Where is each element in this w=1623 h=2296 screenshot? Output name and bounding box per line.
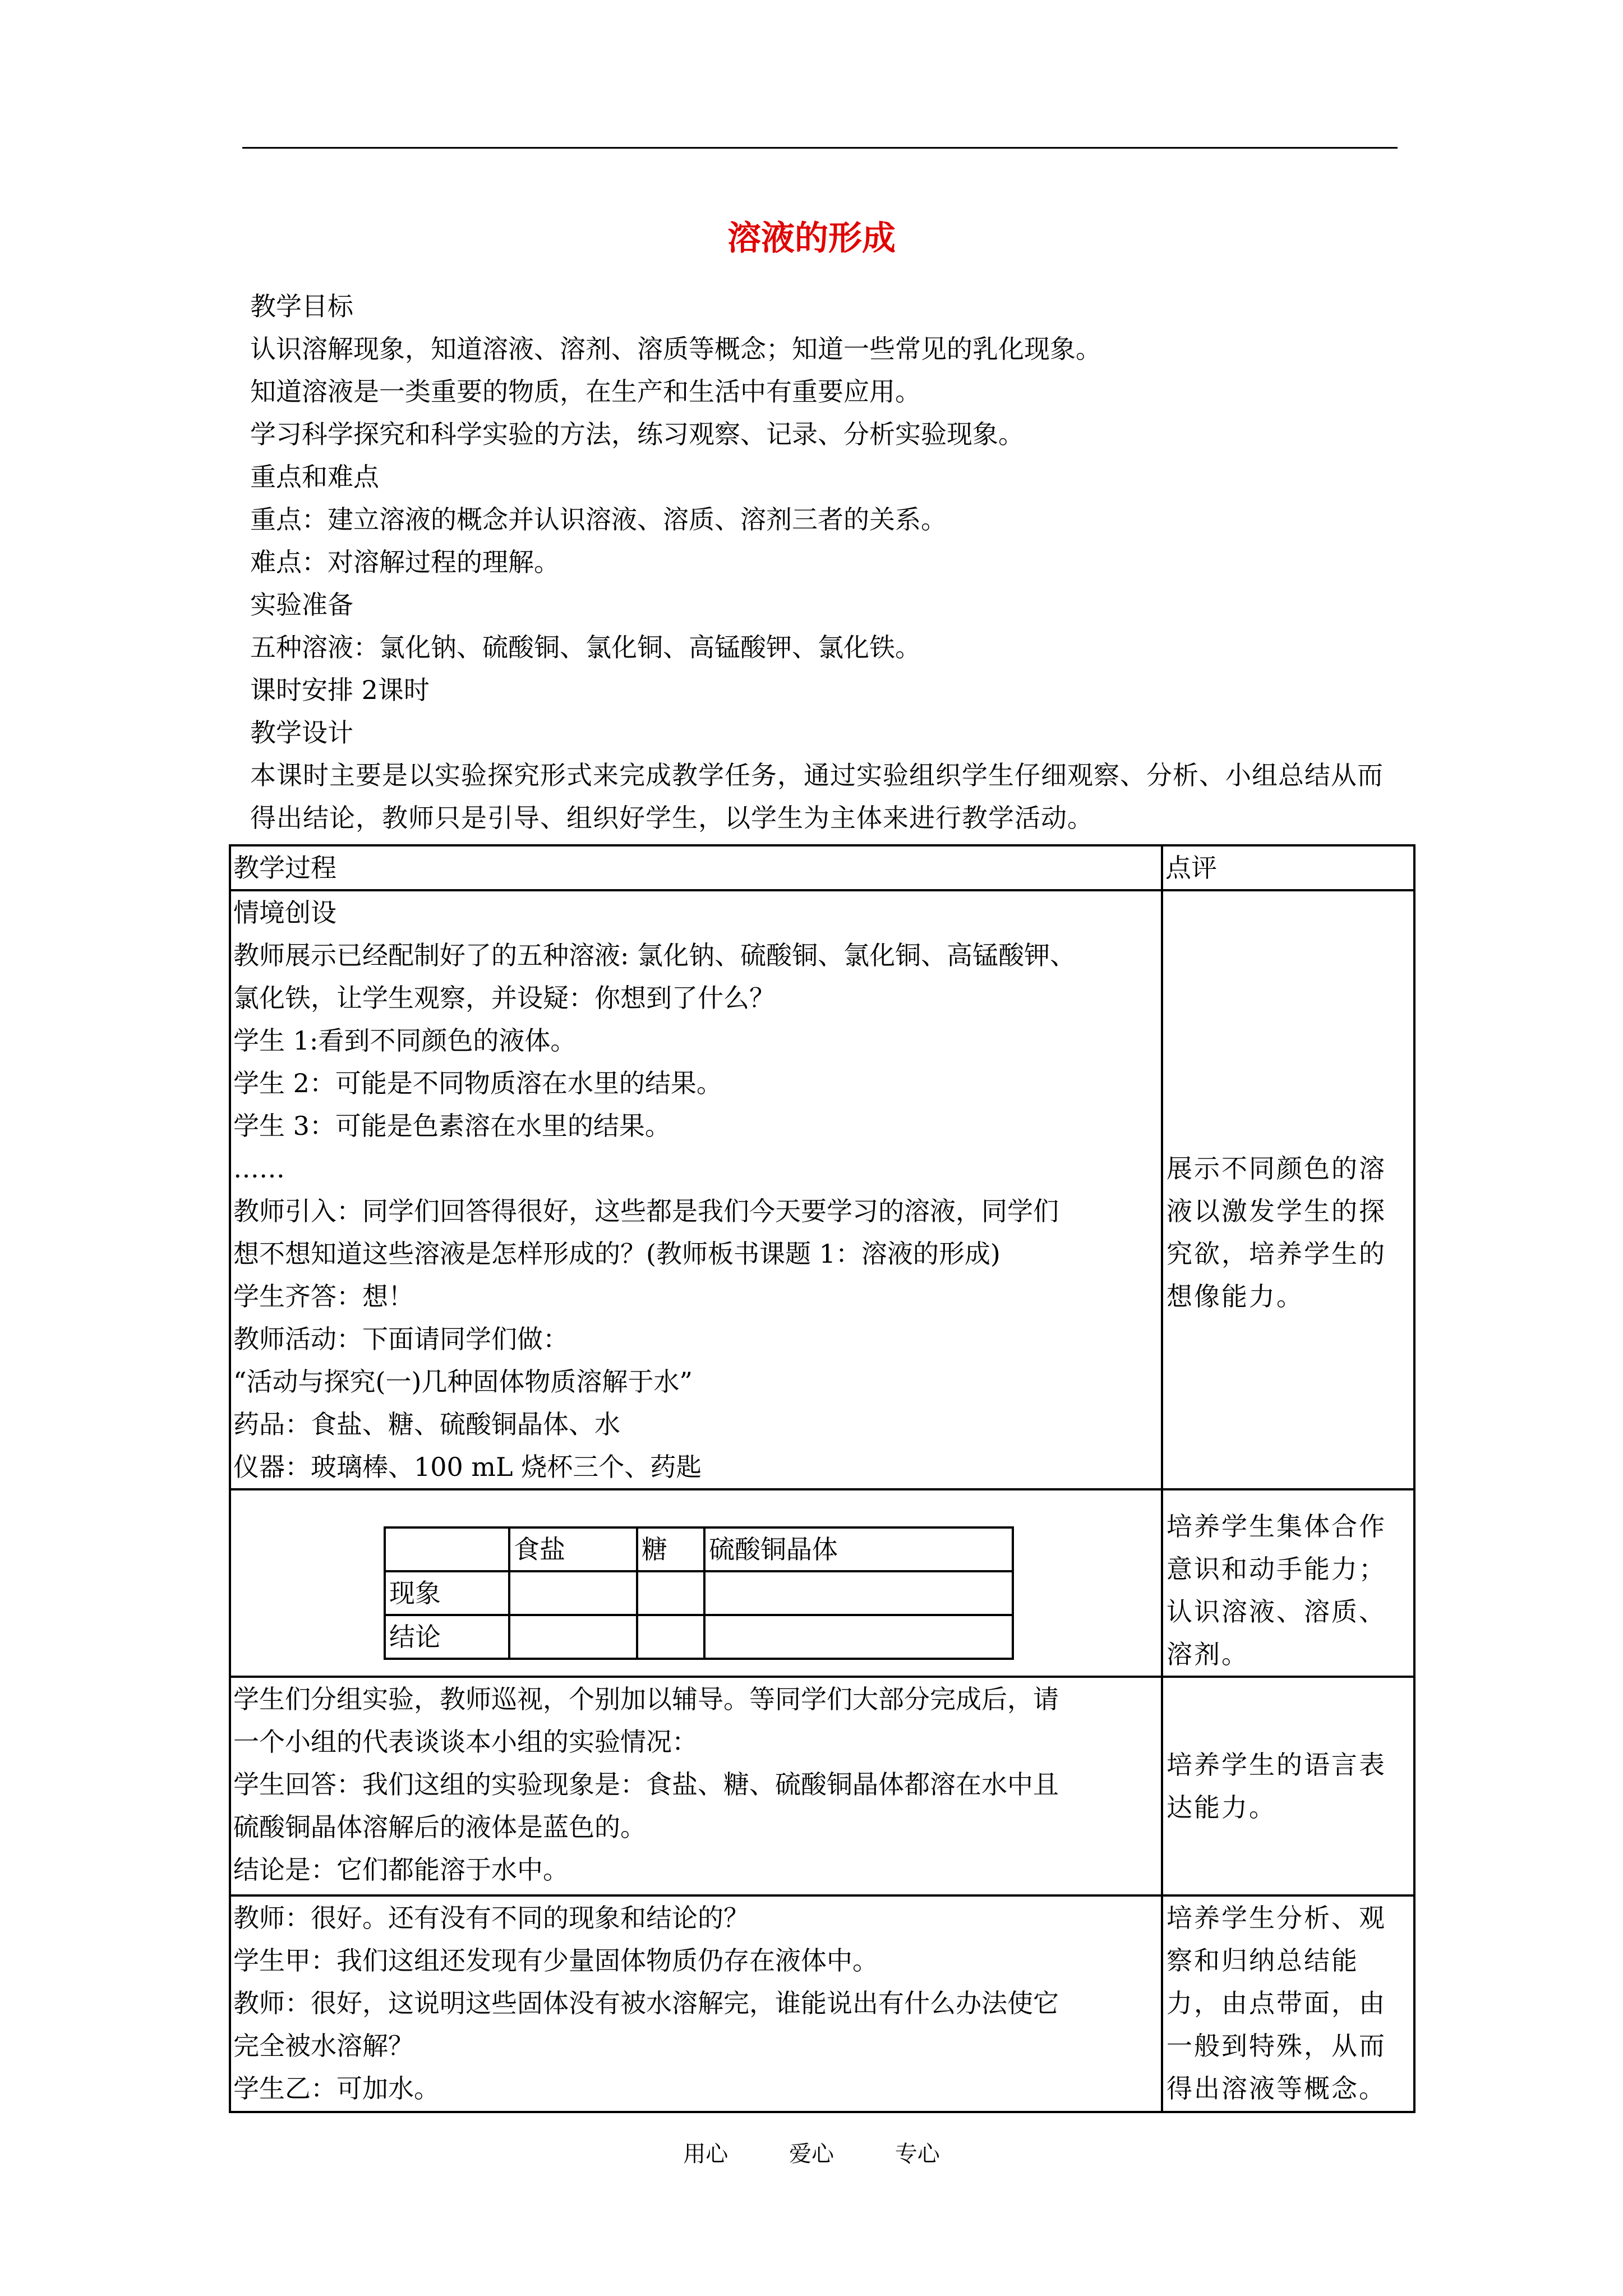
comment-text: 展示不同颜色的溶液以激发学生的探究欲，培养学生的想像能力。 [1166,1153,1386,1312]
lesson-table [229,844,1415,2113]
process-line: 教师活动：下面请同学们做： [233,1324,569,1354]
process-line: 学生 2：可能是不同物质溶在水里的结果。 [233,1068,722,1098]
comment-cell-4 [1162,1895,1414,2112]
process-line: 学生回答：我们这组的实验现象是：食盐、糖、硫酸铜晶体都溶在水中且 [233,1769,1059,1800]
heading-teaching-design: 教学设计 [250,717,353,748]
heading-teaching-goals: 教学目标 [250,291,353,321]
design-paragraph: 本课时主要是以实验探究形式来完成教学任务，通过实验组织学生仔细观察、分析、小组总结从而得出结论，教师只是引导、组织好学生，以学生为主体来进行教学活动。 [250,760,1384,833]
page-title: 溶液的形成 [727,219,896,258]
intro-line: 重点：建立溶液的概念并认识溶液、溶质、溶剂三者的关系。 [250,504,947,535]
process-cell-3 [230,1677,1162,1895]
process-line: 教师：很好。还有没有不同的现象和结论的？ [233,1903,749,1933]
process-line: 情境创设 [233,898,336,928]
inner-row-label-phenomenon: 现象 [385,1571,509,1615]
intro-line: 学习科学探究和科学实验的方法，练习观察、记录、分析实验现象。 [250,419,1024,449]
page-footer [0,2137,1623,2171]
inner-header-copper-sulfate: 硫酸铜晶体 [704,1527,1013,1571]
process-line: 仪器：玻璃棒、100 mL 烧杯三个、药匙 [233,1452,702,1482]
process-line: 想不想知道这些溶液是怎样形成的？(教师板书课题 1：溶液的形成) [233,1239,1000,1269]
process-line: 教师展示已经配制好了的五种溶液: 氯化钠、硫酸铜、氯化铜、高锰酸钾、 [233,940,1076,970]
process-line: 完全被水溶解？ [233,2031,414,2061]
footer-word: 用心 [683,2141,728,2167]
inner-header-blank [385,1527,509,1571]
intro-line: 认识溶解现象，知道溶液、溶剂、溶质等概念；知道一些常见的乳化现象。 [250,334,1101,364]
intro-line: 课时安排 2课时 [250,675,430,705]
inner-row-label-conclusion: 结论 [385,1615,509,1659]
header-rule [242,147,1398,149]
inner-cell [509,1571,637,1615]
process-line: 硫酸铜晶体溶解后的液体是蓝色的。 [233,1812,646,1842]
process-line: 学生 1:看到不同颜色的液体。 [233,1025,577,1056]
intro-line: 知道溶液是一类重要的物质，在生产和生活中有重要应用。 [250,376,921,407]
footer-word: 专心 [895,2141,940,2167]
process-line: 教师引入：同学们回答得很好，这些都是我们今天要学习的溶液，同学们 [233,1196,1059,1226]
intro-line: 五种溶液：氯化钠、硫酸铜、氯化铜、高锰酸钾、氯化铁。 [250,632,921,662]
inner-cell [637,1571,704,1615]
inner-cell [509,1615,637,1659]
inner-cell [704,1615,1013,1659]
process-line: 学生甲：我们这组还发现有少量固体物质仍存在液体中。 [233,1945,878,1976]
process-line: “活动与探究(一)几种固体物质溶解于水” [233,1366,693,1397]
comment-text: 培养学生分析、观察和归纳总结能力，由点带面，由一般到特殊，从而得出溶液等概念。 [1166,1903,1386,2104]
process-line: 教师：很好，这说明这些固体没有被水溶解完，谁能说出有什么办法使它 [233,1988,1059,2018]
inner-header-sugar: 糖 [637,1527,704,1571]
process-line: 学生 3：可能是色素溶在水里的结果。 [233,1111,671,1141]
intro-line: 难点：对溶解过程的理解。 [250,547,560,577]
process-line: 药品：食盐、糖、硫酸铜晶体、水 [233,1409,620,1439]
comment-cell-1 [1162,890,1414,1489]
observation-table [384,1526,1014,1660]
process-cell-2 [230,1489,1162,1677]
heading-key-points: 重点和难点 [250,462,379,492]
process-line: 一个小组的代表谈谈本小组的实验情况： [233,1727,698,1757]
process-line: 学生乙：可加水。 [233,2073,440,2104]
comment-cell-2 [1162,1489,1414,1677]
process-line: 氯化铁，让学生观察，并设疑：你想到了什么？ [233,983,775,1013]
process-cell-1 [230,890,1162,1489]
inner-header-salt: 食盐 [509,1527,637,1571]
inner-cell [637,1615,704,1659]
process-line: 结论是：它们都能溶于水中。 [233,1855,569,1885]
inner-cell [704,1571,1013,1615]
heading-experiment-prep: 实验准备 [250,590,353,620]
header-comment: 点评 [1162,845,1414,890]
footer-word: 爱心 [789,2141,834,2167]
intro-section [250,285,1400,839]
header-process: 教学过程 [230,845,1162,890]
process-line: 学生们分组实验，教师巡视，个别加以辅导。等同学们大部分完成后，请 [233,1684,1059,1714]
process-line: 学生齐答：想！ [233,1281,414,1312]
comment-cell-3 [1162,1677,1414,1895]
comment-text: 培养学生集体合作意识和动手能力；认识溶液、溶质、溶剂。 [1166,1511,1386,1669]
process-line: …… [233,1153,285,1184]
process-cell-4 [230,1895,1162,2112]
comment-text: 培养学生的语言表达能力。 [1166,1750,1386,1823]
